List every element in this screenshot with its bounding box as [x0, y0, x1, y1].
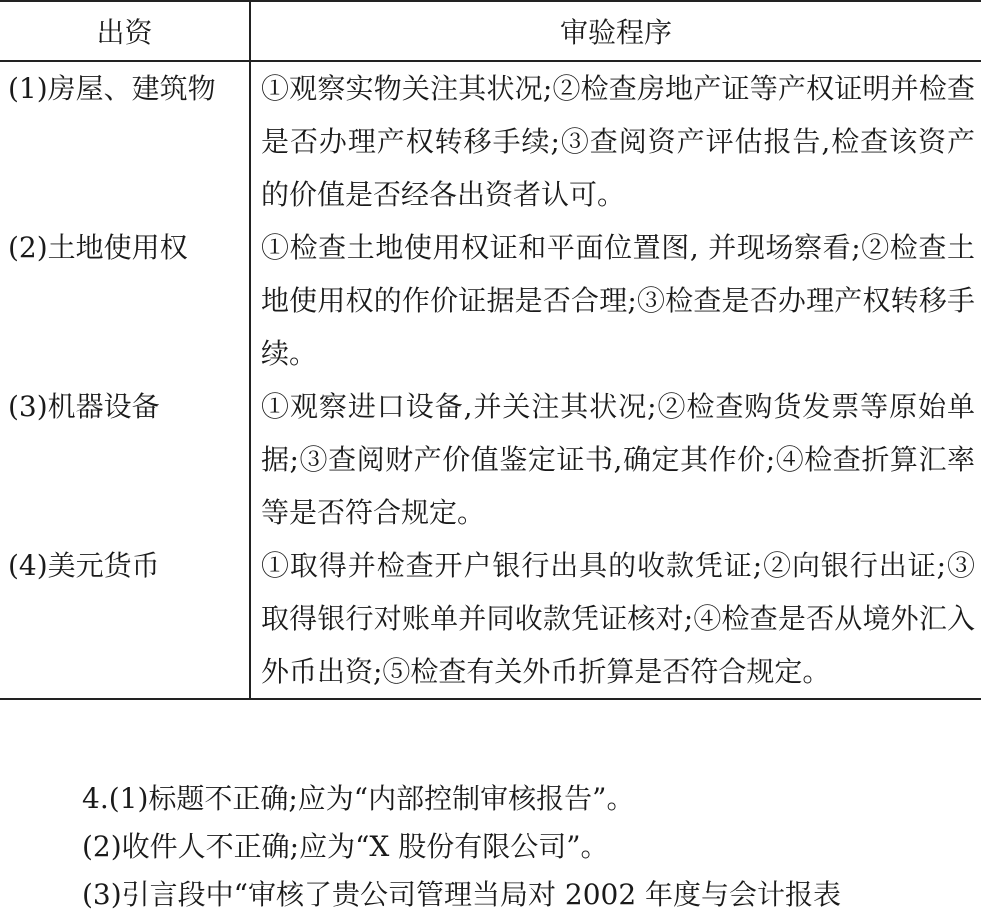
table-row [0, 539, 981, 699]
header-audit-procedure: 审验程序 [250, 1, 981, 61]
table-row [0, 380, 981, 539]
row-procedure: ①检查土地使用权证和平面位置图, 并现场察看;②检查土地使用权的作价证据是否合理;③检查是否办理产权转移手续。 [261, 231, 975, 370]
row-procedure: ①观察进口设备,并关注其状况;②检查购货发票等原始单据;③查阅财产价值鉴定证书,确定其作价;④检查折算汇率等是否符合规定。 [261, 390, 975, 529]
row-item: (1)房屋、建筑物 [0, 61, 250, 221]
note-line: (3)引言段中“审核了贵公司管理当局对 2002 年度与会计报表 [82, 878, 842, 911]
answer-notes [0, 775, 981, 919]
note-line: 4.(1)标题不正确;应为“内部控制审核报告”。 [82, 782, 635, 815]
table-row [0, 221, 981, 380]
row-procedure: ①观察实物关注其状况;②检查房地产证等产权证明并检查是否办理产权转移手续;③查阅资产评估报告,检查该资产的价值是否经各出资者认可。 [261, 72, 975, 211]
table-header-row [0, 1, 981, 61]
row-item: (3)机器设备 [0, 380, 250, 539]
row-item: (2)土地使用权 [0, 221, 250, 380]
row-item: (4)美元货币 [0, 539, 250, 699]
row-procedure: ①取得并检查开户银行出具的收款凭证;②向银行出证;③取得银行对账单并同收款凭证核对;④检查是否从境外汇入外币出资;⑤检查有关外币折算是否符合规定。 [250, 539, 981, 699]
note-line: (2)收件人不正确;应为“X 股份有限公司”。 [82, 830, 609, 863]
table-row [0, 61, 981, 221]
header-contribution: 出资 [0, 1, 250, 61]
